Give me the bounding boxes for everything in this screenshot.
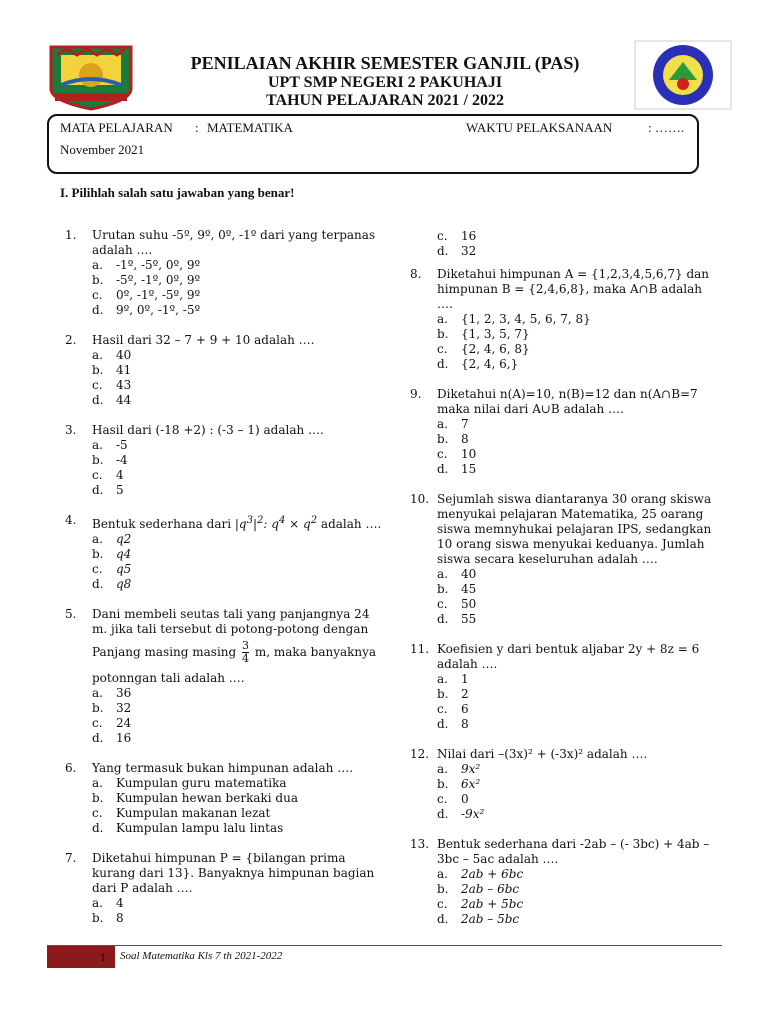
question-12: 12. Nilai dari –(3x)² + (-3x)² adalah …. a. 9x² b. 6x² c. 0 d. -9x²: [410, 747, 648, 821]
fraction: $\frac{3}{4}$: [242, 639, 250, 665]
subject-value: MATEMATIKA: [207, 120, 293, 135]
exam-title: PENILAIAN AKHIR SEMESTER GANJIL (PAS): [190, 53, 580, 73]
question-11: 11. Koefisien y dari bentuk aljabar 2y + 8z = 6 adalah …. a. 1 b. 2 c. 6 d. 8: [410, 642, 700, 731]
question-3: 3. Hasil dari (-18 +2) : (-3 – 1) adalah …. a. -5 b. -4 c. 4 d. 5: [65, 423, 324, 497]
question-2: 2. Hasil dari 32 – 7 + 9 + 10 adalah …. a. 40 b. 41 c. 43 d. 44: [65, 333, 315, 407]
math-expression: $|q^3|^2$: $q^4 \times q^2$: [234, 515, 318, 531]
district-logo: [47, 45, 135, 111]
footer-divider: [47, 945, 722, 946]
question-10: 10. Sejumlah siswa diantaranya 30 orang skiswa menyukai pelajaran Matematika, 25 oarang siswa memnyhukai pelajaran IPS, sedangkan 10 orang siswa menyukai keduanya. Jumlah siswa secara keseluruhan adalah …. a. 40 b. 45 c. 50 d. 55: [410, 492, 712, 626]
subject-separator: :: [195, 120, 199, 135]
school-logo: [634, 40, 732, 110]
footer-text: Soal Matematika Kls 7 th 2021-2022: [120, 950, 283, 962]
question-7-continued: c. 16 d. 32: [437, 229, 477, 258]
question-8: 8. Diketahui himpunan A = {1,2,3,4,5,6,7} dan himpunan B = {2,4,6,8}, maka A∩B adalah …. a. {1, 2, 3, 4, 5, 6, 7, 8} b. {1, 3, 5, 7} c. {2, 4, 6, 8} d. {2, 4, 6,}: [410, 267, 710, 371]
section-instruction: I. Pilihlah salah satu jawaban yang benar!: [60, 185, 295, 200]
question-5: 5. Dani membeli seutas tali yang panjangnya 24 m. jika tali tersebut di potong-potong dengan Panjang masing masing $\frac{3}{4}$ m, maka banyaknya potonngan tali adalah …. a. 36 b. 32 c. 24 d. 16: [65, 607, 377, 745]
subject-label: MATA PELAJARAN: [60, 120, 173, 135]
time-label: WAKTU PELAKSANAAN: [466, 120, 613, 135]
right-column: [410, 229, 720, 942]
academic-year: TAHUN PELAJARAN 2021 / 2022: [266, 92, 504, 109]
question-13: 13. Bentuk sederhana dari -2ab – (- 3bc) + 4ab – 3bc – 5ac adalah …. a. 2ab + 6bc b. 2ab – 6bc c. 2ab + 5bc d. 2ab – 5bc: [410, 837, 710, 926]
question-7: 7. Diketahui himpunan P = {bilangan prima kurang dari 13}. Banyaknya himpunan bagian dari P adalah …. a. 4 b. 8: [65, 851, 375, 925]
exam-date: November 2021: [60, 142, 145, 157]
school-name: UPT SMP NEGERI 2 PAKUHAJI: [267, 74, 503, 91]
question-4: 4. Bentuk sederhana dari $|q^3|^2$: $q^4 \times q^2$ adalah …. a. q2 b. q4 c. q5 d. q8: [65, 513, 382, 591]
page-number: 1: [100, 950, 106, 964]
time-value: : …….: [648, 120, 685, 135]
question-9: 9. Diketahui n(A)=10, n(B)=12 dan n(A∩B=7 maka nilai dari A∪B adalah …. a. 7 b. 8 c. 10 d. 15: [410, 387, 698, 476]
question-6: 6. Yang termasuk bukan himpunan adalah …. a. Kumpulan guru matematika b. Kumpulan hewan berkaki dua c. Kumpulan makanan lezat d. Kumpulan lampu lalu lintas: [65, 761, 354, 835]
question-1: 1. Urutan suhu -5º, 9º, 0º, -1º dari yang terpanas adalah …. a. -1º, -5º, 0º, 9º b. -5º, -1º, 0º, 9º c. 0º, -1º, -5º, 9º d. 9º, 0º, -1º, -5º: [65, 228, 376, 317]
left-column: [65, 228, 385, 941]
